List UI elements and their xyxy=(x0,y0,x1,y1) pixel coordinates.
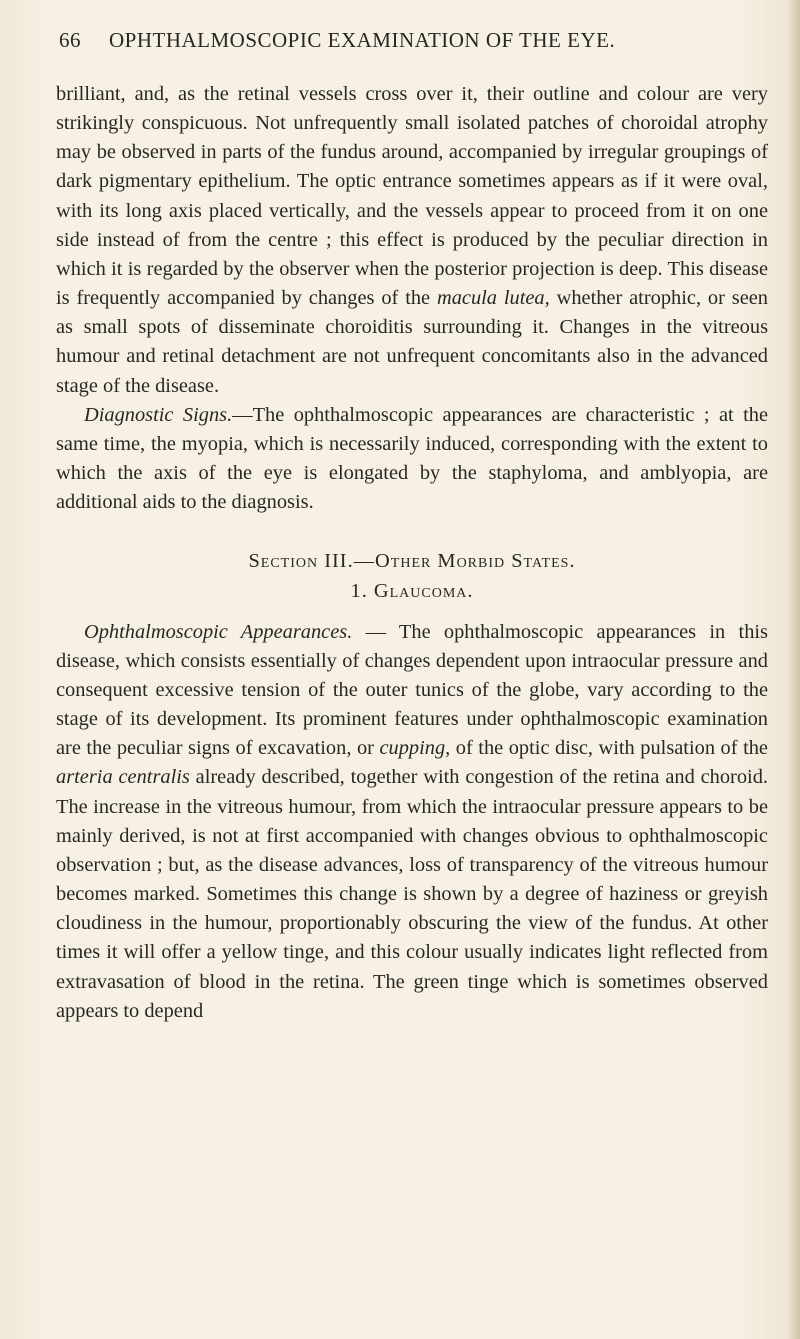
page-number: 66 xyxy=(59,28,81,52)
running-title: OPHTHALMOSCOPIC EXAMINATION OF THE EYE. xyxy=(109,28,616,52)
subsection-title: 1. Glaucoma. xyxy=(350,579,474,602)
paragraph-diagnostic-signs xyxy=(56,401,768,518)
running-header xyxy=(59,28,699,54)
paragraph-text: whether atrophic, or seen as small spots of disseminate choroiditis surrounding it. Changes in the vitreous humour and retinal detachment are not unfrequent concomitants also in the advanced stage of the disease. xyxy=(56,287,768,397)
italic-term: cupping, xyxy=(379,737,451,760)
paragraph-heading: Diagnostic Signs. xyxy=(84,403,233,426)
page-edge-shadow xyxy=(788,0,800,1339)
paragraph-text: brilliant, and, as the retinal vessels cross over it, their outline and colour are very strikingly conspicuous. Not unfrequently small isolated patches of choroidal atrophy may be observed in parts of the fundus around, accompanied by irregular groupings of dark pigmentary epithelium. The optic entrance sometimes appears as if it were oval, with its long axis placed vertically, and the vessels appear to proceed from it on one side instead of from the centre ; this effect is produced by the peculiar direction in which it is regarded by the observer when the posterior projection is deep. This disease is frequently accompanied by changes of the xyxy=(56,83,768,310)
paragraph-glaucoma-appearances xyxy=(56,618,768,1026)
paragraph-text: — The ophthalmoscopic appearances in this disease, which consists essentially of changes dependent upon intraocular pressure and consequent excessive tension of the outer tunics of the globe, vary according to the stage of its development. Its prominent features under ophthalmoscopic examination are the peculiar signs of excavation, or xyxy=(56,620,768,760)
section-title: Section III.—Other Morbid States. xyxy=(248,550,576,573)
italic-term: arteria centralis xyxy=(56,766,190,789)
page-body xyxy=(56,80,768,1026)
paragraph-heading: Ophthalmoscopic Appearances. xyxy=(84,620,353,643)
italic-term: macula lutea, xyxy=(436,287,550,310)
paragraph-myopia-continuation xyxy=(56,80,768,401)
paragraph-text: of the optic disc, with pulsation of the xyxy=(450,737,768,760)
paragraph-text: —The ophthalmoscopic appearances are characteristic ; at the same time, the myopia, which is necessarily induced, corresponding with the extent to which the axis of the eye is elongated by the staphyloma, and amblyopia, are additional aids to the diagnosis. xyxy=(56,403,768,514)
paragraph-text: already described, together with congestion of the retina and choroid. The increase in the vitreous humour, from which the intraocular pressure appears to be mainly derived, is not at first accompanied with changes obvious to ophthalmoscopic observation ; but, as the disease advances, loss of transparency of the vitreous humour becomes marked. Sometimes this change is shown by a degree of haziness or greyish cloudiness in the humour, proportionably obscuring the view of the fundus. At other times it will offer a yellow tinge, and this colour usually indicates light reflected from extravasation of blood in the retina. The green tinge which is sometimes observed appears to depend xyxy=(56,766,768,1022)
